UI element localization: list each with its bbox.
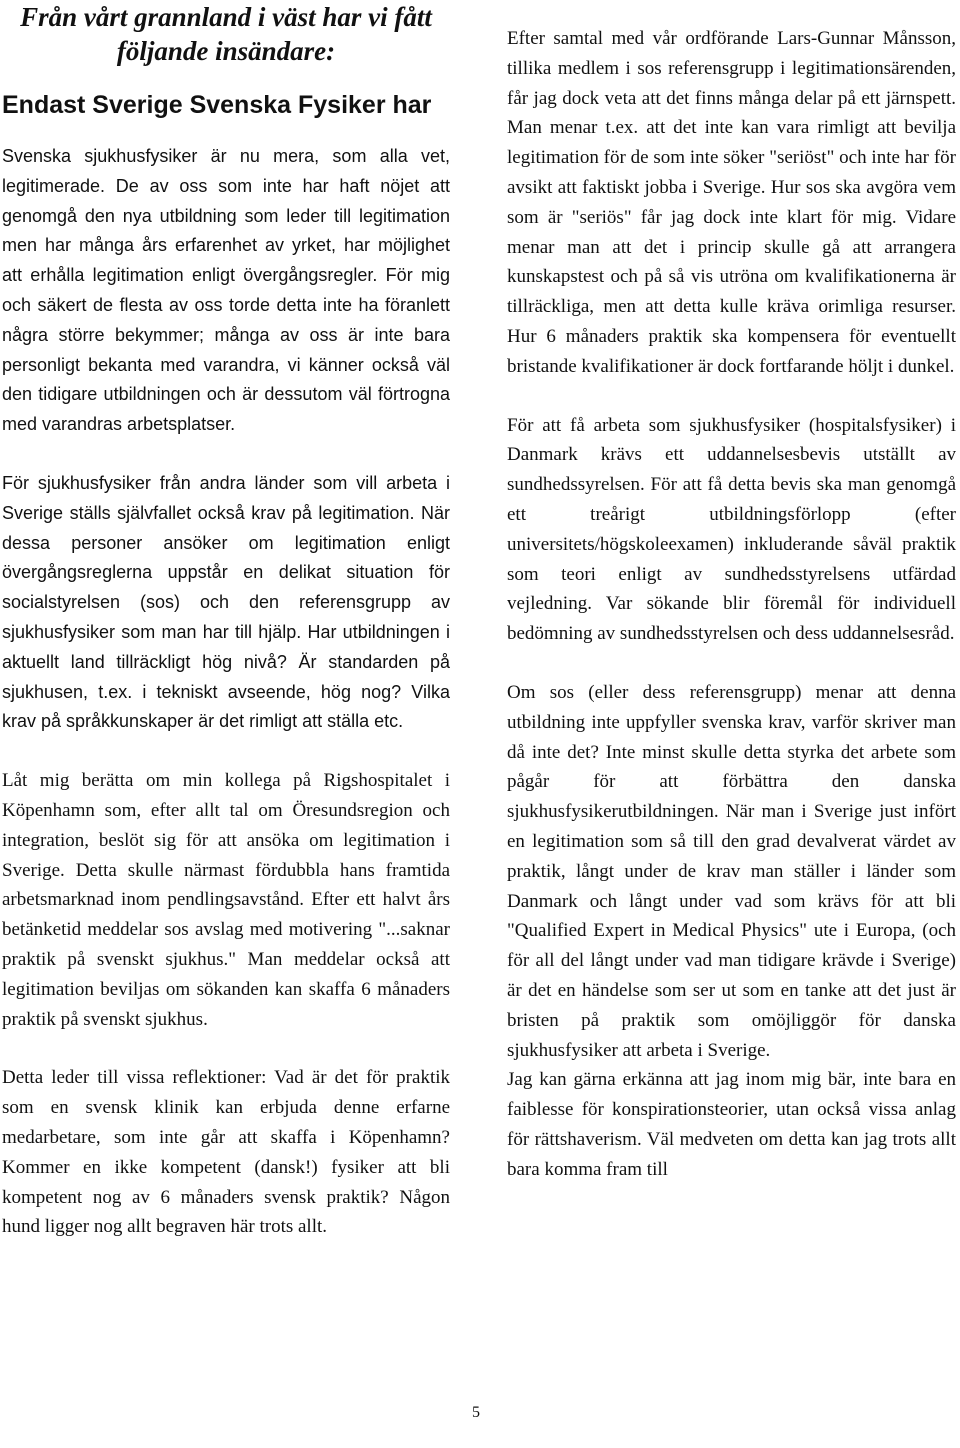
paragraph-colleague-story: Låt mig berätta om min kollega på Rigshospitalet i Köpenhamn som, efter allt tal om Öresundsregion och integration, beslöt sig för att ansöka om legitimation i Sverige. Detta skulle närmast fördubbla hans framtida arbetsmarknad inom pendlingsavstånd. Efter ett halvt års betänketid meddelar sos avslag med motivering "...saknar praktik på svenskt sjukhus." Man meddelar också att legitimation beviljas om sökanden kan skaffa 6 månaders praktik på svenskt sjukhus. — [2, 770, 450, 1030]
paragraph-sos-criticism: Om sos (eller dess referensgrupp) menar att denna utbildning inte uppfyller svenska krav, varför skriver man då inte det? Inte minst skulle detta styrka det arbete som pågår för att förbättra den danska sjukhusfysikerutbildningen. När man i Sverige just infört en legitimation som så till den grad devalverat värdet av praktik, långt under de krav man ställer i länder som Danmark och långt under vad som krävs för att bli "Qualified Expert in Medical Physics" ute i Europa, (och för all del långt under vad man tidigare krävde i Sverige) är det en händelse som ser ut som en tanke att det just är bristen på praktik som omöjliggör för danska sjukhusfysiker att arbeta i Sverige. — [507, 681, 956, 1061]
paragraph-denmark-requirements: För att få arbeta som sjukhusfysiker (hospitalsfysiker) i Danmark krävs ett uddannelsesbevis utställt av sundhedssyrelsen. För att få detta bevis ska man genomgå ett treårigt utbildningsförlopp (efter universitets/högskoleexamen) inkluderande såväl praktik som teori enligt av sundhedsstyrelsens utfärdad vejledning. Var sökande blir föremål för individuell bedömning av sundhedsstyrelsen och dess uddannelsesråd. — [507, 414, 956, 645]
paragraph-foreign-physicists: För sjukhusfysiker från andra länder som vill arbeta i Sverige ställs självfallet också krav på legitimation. När dessa personer ansöker om legitimation enligt övergångsreglerna uppstår en delikat situation för socialstyrelsen (sos) och den referensgrupp av sjukhusfysiker som man har till hjälp. Har utbildningen i aktuellt land tillräckligt hög nivå? Är standarden på sjukhusen, t.ex. i tekniskt avseende, hög nog? Vilka krav på språkkunskaper är det rimligt att ställa etc. — [2, 472, 450, 732]
paragraph-reflections: Detta leder till vissa reflektioner: Vad är det för praktik som en svensk klinik kan erbjuda denne erfarne medarbetare, som inte går att skaffa i Köpenhamn? Kommer en ikke kompetent (dansk!) fysiker att bli kompetent nog av 6 månaders svensk praktik? Någon hund ligger nog allt begraven här trots allt. — [2, 1067, 450, 1238]
paragraph-chairman-conversation: Efter samtal med vår ordförande Lars-Gunnar Månsson, tillika medlem i sos referensgrupp i legitimationsärenden, får jag dock veta att det finns många delar på ett järnspett. Man menar t.ex. att det inte kan vara rimligt att bevilja legitimation för de som inte söker "seriöst" och inte har för avsikt att faktiskt jobba i Sverige. Hur sos ska avgöra vem som är "seriös" får jag dock inte klart för mig. Vidare menar man att det i princip skulle gå att arrangera kunskapstest och på så vis utröna om kvalifikationerna är tillräckliga, men att detta kulle kräva orimliga resurser. Hur 6 månaders praktik ska kompensera för eventuellt bristande kvalifikationer är dock fortfarande höljt i dunkel. — [507, 28, 956, 377]
right-column — [507, 24, 956, 1184]
paragraph-legitimation-intro: Svenska sjukhusfysiker är nu mera, som alla vet, legitimerade. De av oss som inte har haft nöjet att genomgå den nya utbildning som leder till legitimation men har många års erfarenhet av yrket, har möjlighet att erhålla legitimation enligt övergångsregler. För mig och säkert de flesta av oss torde detta inte ha föranlett några större bekymmer; många av oss är inte bara personligt bekanta med varandra, vi känner också väl den tidigare utbildningen och är dessutom väl förtrogna med varandras arbetsplatser. — [2, 146, 450, 435]
intro-heading: Från vårt grannland i väst har vi fått följande insändare: — [20, 2, 432, 66]
left-column — [2, 0, 450, 1242]
paragraph-conspiracy: Jag kan gärna erkänna att jag inom mig bär, inte bara en faiblesse för konspirationsteorier, utan också vissa anlag för rättshaverism. Väl medveten om detta kan jag trots allt bara komma fram till — [507, 1069, 956, 1180]
article-headline: Endast Sverige Svenska Fysiker har — [2, 91, 432, 119]
page-number: 5 — [472, 1404, 480, 1421]
